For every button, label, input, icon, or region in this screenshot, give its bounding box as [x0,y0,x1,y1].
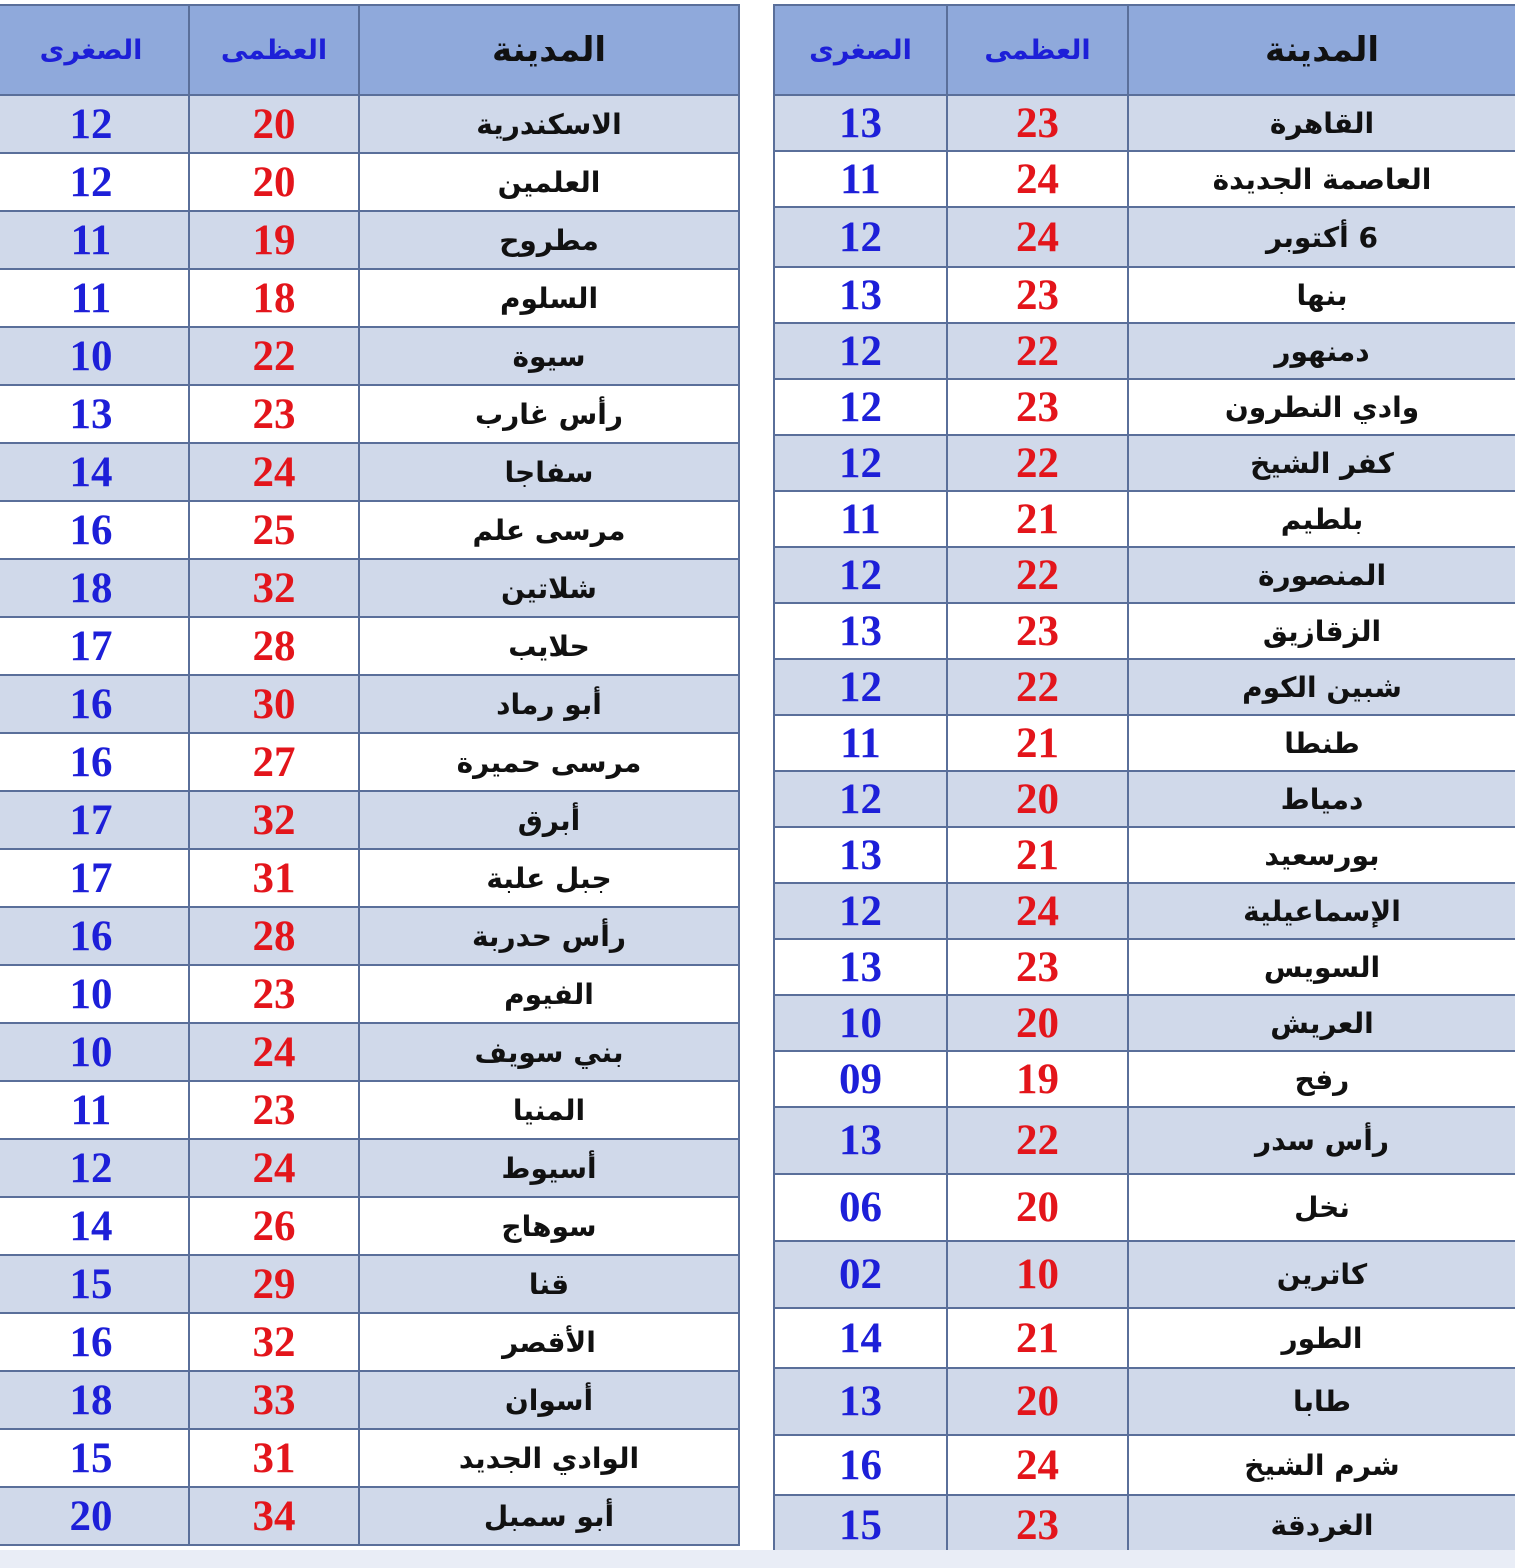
left-table-body [0,95,739,1545]
max-temp-cell: 31 [189,849,359,907]
table-row [774,939,1515,995]
city-name-cell: شرم الشيخ [1128,1435,1515,1495]
city-name-cell: رأس حدربة [359,907,739,965]
max-temp-cell: 23 [947,95,1128,151]
table-row [774,1107,1515,1174]
min-temp-cell: 06 [774,1174,947,1241]
city-name-cell: نخل [1128,1174,1515,1241]
max-temp-cell: 32 [189,791,359,849]
min-temp-cell: 12 [0,1139,189,1197]
city-name-cell: كاترين [1128,1241,1515,1308]
city-name-cell: الفيوم [359,965,739,1023]
table-row [0,501,739,559]
table-row [774,1495,1515,1555]
table-row [0,327,739,385]
min-temp-cell: 12 [774,659,947,715]
table-row [0,849,739,907]
city-name-cell: سوهاج [359,1197,739,1255]
min-temp-cell: 16 [774,1435,947,1495]
city-name-cell: بورسعيد [1128,827,1515,883]
max-temp-cell: 24 [947,883,1128,939]
city-name-cell: المنصورة [1128,547,1515,603]
table-row [774,1241,1515,1308]
city-name-cell: رفح [1128,1051,1515,1107]
max-temp-cell: 22 [189,327,359,385]
table-row [774,151,1515,207]
min-temp-cell: 13 [774,267,947,323]
table-row [774,491,1515,547]
city-name-cell: بنها [1128,267,1515,323]
table-row [774,715,1515,771]
min-temp-cell: 11 [0,269,189,327]
header-row [0,5,739,95]
table-row [0,965,739,1023]
city-name-cell: المنيا [359,1081,739,1139]
max-temp-cell: 24 [947,151,1128,207]
min-temp-cell: 16 [0,675,189,733]
max-temp-cell: 20 [189,95,359,153]
city-name-cell: طنطا [1128,715,1515,771]
city-name-cell: أبرق [359,791,739,849]
city-name-cell: أبو رماد [359,675,739,733]
weather-table-left [0,4,740,1546]
max-temp-cell: 27 [189,733,359,791]
max-temp-cell: 20 [189,153,359,211]
min-temp-cell: 10 [0,1023,189,1081]
table-row [774,1435,1515,1495]
min-temp-cell: 12 [774,379,947,435]
max-temp-cell: 23 [189,1081,359,1139]
min-temp-cell: 12 [0,153,189,211]
max-temp-cell: 23 [947,379,1128,435]
min-temp-cell: 02 [774,1241,947,1308]
city-name-cell: أبو سمبل [359,1487,739,1545]
table-row [774,1368,1515,1435]
max-temp-cell: 29 [189,1255,359,1313]
min-temp-cell: 11 [0,1081,189,1139]
min-temp-cell: 13 [0,385,189,443]
max-temp-cell: 10 [947,1241,1128,1308]
max-temp-cell: 31 [189,1429,359,1487]
city-name-cell: الزقازيق [1128,603,1515,659]
min-temp-cell: 15 [0,1429,189,1487]
city-name-cell: الأقصر [359,1313,739,1371]
city-name-cell: بني سويف [359,1023,739,1081]
table-row [0,1429,739,1487]
table-row [774,1174,1515,1241]
max-temp-cell: 24 [189,1139,359,1197]
table-row [774,827,1515,883]
table-row [0,733,739,791]
table-row [0,1487,739,1545]
max-temp-cell: 25 [189,501,359,559]
table-row [774,883,1515,939]
city-name-cell: الغردقة [1128,1495,1515,1555]
min-temp-cell: 13 [774,939,947,995]
min-temp-cell: 12 [774,323,947,379]
max-temp-cell: 23 [947,939,1128,995]
min-temp-cell: 15 [0,1255,189,1313]
right-table-body [774,95,1515,1555]
city-name-cell: مطروح [359,211,739,269]
city-name-cell: دمياط [1128,771,1515,827]
city-name-cell: الوادي الجديد [359,1429,739,1487]
max-temp-cell: 23 [947,1495,1128,1555]
header-min: الصغرى [774,5,947,95]
header-max: العظمى [947,5,1128,95]
city-name-cell: شبين الكوم [1128,659,1515,715]
max-temp-cell: 24 [947,207,1128,267]
city-name-cell: الإسماعيلية [1128,883,1515,939]
min-temp-cell: 10 [0,327,189,385]
min-temp-cell: 13 [774,827,947,883]
min-temp-cell: 13 [774,1368,947,1435]
table-row [774,267,1515,323]
max-temp-cell: 30 [189,675,359,733]
city-name-cell: الاسكندرية [359,95,739,153]
max-temp-cell: 26 [189,1197,359,1255]
city-name-cell: حلايب [359,617,739,675]
min-temp-cell: 18 [0,559,189,617]
table-row [774,547,1515,603]
header-city: المدينة [1128,5,1515,95]
table-row [0,617,739,675]
max-temp-cell: 24 [189,1023,359,1081]
header-row [774,5,1515,95]
table-row [774,659,1515,715]
table-row [0,1313,739,1371]
min-temp-cell: 14 [0,443,189,501]
max-temp-cell: 33 [189,1371,359,1429]
max-temp-cell: 20 [947,1368,1128,1435]
min-temp-cell: 12 [0,95,189,153]
max-temp-cell: 22 [947,1107,1128,1174]
city-name-cell: العريش [1128,995,1515,1051]
max-temp-cell: 23 [189,965,359,1023]
header-max: العظمى [189,5,359,95]
min-temp-cell: 12 [774,207,947,267]
table-row [774,207,1515,267]
min-temp-cell: 09 [774,1051,947,1107]
city-name-cell: طابا [1128,1368,1515,1435]
city-name-cell: رأس سدر [1128,1107,1515,1174]
min-temp-cell: 16 [0,501,189,559]
table-row [774,1051,1515,1107]
city-name-cell: جبل علبة [359,849,739,907]
table-row [0,443,739,501]
max-temp-cell: 24 [189,443,359,501]
table-row [0,1023,739,1081]
table-row [0,385,739,443]
table-row [0,95,739,153]
min-temp-cell: 13 [774,95,947,151]
min-temp-cell: 14 [774,1308,947,1368]
max-temp-cell: 23 [189,385,359,443]
min-temp-cell: 11 [774,491,947,547]
max-temp-cell: 21 [947,491,1128,547]
city-name-cell: سيوة [359,327,739,385]
city-name-cell: دمنهور [1128,323,1515,379]
city-name-cell: مرسى حميرة [359,733,739,791]
min-temp-cell: 11 [774,715,947,771]
table-row [0,559,739,617]
city-name-cell: بلطيم [1128,491,1515,547]
city-name-cell: قنا [359,1255,739,1313]
max-temp-cell: 32 [189,559,359,617]
table-row [774,995,1515,1051]
table-row [774,95,1515,151]
table-row [0,907,739,965]
min-temp-cell: 17 [0,791,189,849]
city-name-cell: مرسى علم [359,501,739,559]
min-temp-cell: 20 [0,1487,189,1545]
max-temp-cell: 22 [947,547,1128,603]
min-temp-cell: 13 [774,1107,947,1174]
header-min: الصغرى [0,5,189,95]
min-temp-cell: 10 [774,995,947,1051]
min-temp-cell: 16 [0,1313,189,1371]
max-temp-cell: 19 [189,211,359,269]
table-row [0,791,739,849]
min-temp-cell: 18 [0,1371,189,1429]
table-row [0,1371,739,1429]
city-name-cell: رأس غارب [359,385,739,443]
min-temp-cell: 14 [0,1197,189,1255]
city-name-cell: السلوم [359,269,739,327]
city-name-cell: أسيوط [359,1139,739,1197]
weather-table-right [773,4,1515,1556]
max-temp-cell: 21 [947,1308,1128,1368]
table-row [774,603,1515,659]
max-temp-cell: 22 [947,323,1128,379]
min-temp-cell: 12 [774,547,947,603]
city-name-cell: كفر الشيخ [1128,435,1515,491]
min-temp-cell: 17 [0,617,189,675]
city-name-cell: وادي النطرون [1128,379,1515,435]
city-name-cell: أسوان [359,1371,739,1429]
header-city: المدينة [359,5,739,95]
max-temp-cell: 21 [947,827,1128,883]
max-temp-cell: 28 [189,617,359,675]
min-temp-cell: 15 [774,1495,947,1555]
min-temp-cell: 12 [774,771,947,827]
min-temp-cell: 10 [0,965,189,1023]
table-row [0,269,739,327]
table-row [0,153,739,211]
max-temp-cell: 21 [947,715,1128,771]
table-row [774,435,1515,491]
min-temp-cell: 12 [774,435,947,491]
table-row [0,1081,739,1139]
max-temp-cell: 22 [947,659,1128,715]
table-row [0,1139,739,1197]
max-temp-cell: 24 [947,1435,1128,1495]
min-temp-cell: 11 [0,211,189,269]
table-row [774,323,1515,379]
bottom-strip [0,1550,1515,1568]
max-temp-cell: 34 [189,1487,359,1545]
max-temp-cell: 28 [189,907,359,965]
table-row [774,771,1515,827]
min-temp-cell: 16 [0,733,189,791]
max-temp-cell: 23 [947,603,1128,659]
min-temp-cell: 13 [774,603,947,659]
min-temp-cell: 11 [774,151,947,207]
city-name-cell: القاهرة [1128,95,1515,151]
max-temp-cell: 22 [947,435,1128,491]
max-temp-cell: 20 [947,771,1128,827]
table-row [0,1197,739,1255]
min-temp-cell: 16 [0,907,189,965]
max-temp-cell: 18 [189,269,359,327]
table-row [774,379,1515,435]
city-name-cell: 6 أكتوبر [1128,207,1515,267]
city-name-cell: شلاتين [359,559,739,617]
city-name-cell: سفاجا [359,443,739,501]
max-temp-cell: 20 [947,995,1128,1051]
table-row [774,1308,1515,1368]
table-row [0,211,739,269]
max-temp-cell: 32 [189,1313,359,1371]
max-temp-cell: 23 [947,267,1128,323]
min-temp-cell: 12 [774,883,947,939]
city-name-cell: السويس [1128,939,1515,995]
table-row [0,1255,739,1313]
max-temp-cell: 19 [947,1051,1128,1107]
max-temp-cell: 20 [947,1174,1128,1241]
city-name-cell: العلمين [359,153,739,211]
city-name-cell: العاصمة الجديدة [1128,151,1515,207]
table-row [0,675,739,733]
city-name-cell: الطور [1128,1308,1515,1368]
min-temp-cell: 17 [0,849,189,907]
